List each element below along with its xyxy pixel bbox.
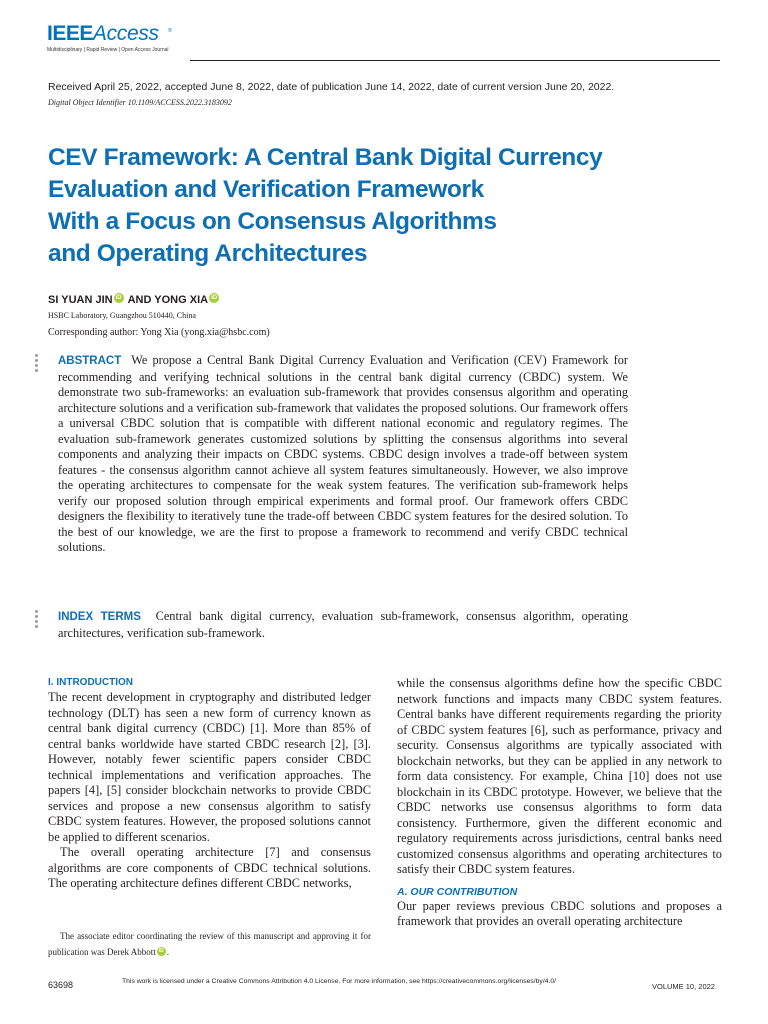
logo-tagline: Multidisciplinary | Rapid Review | Open Access Journal <box>47 47 169 53</box>
logo-access-text: Access <box>92 22 159 45</box>
abstract-text: We propose a Central Bank Digital Currency Evaluation and Verification (CEV) Framework for recommending and verifying technical solutions in the central bank digital currency (CBDC) system. We demonstrate two sub-frameworks: an evaluation sub-framework that provides consensus algorithm and operating architecture solutions and a verification sub-framework that validates the proposed solutions. Our framework offers a universal CBDC solution that is compatible with different national economic and regulatory regimes. The evaluation sub-framework generates customized solutions by splitting the consensus algorithms into several components and analyzing their impacts on CBDC systems. CBDC design involves a trade-off between system features - the consensus algorithm cannot achieve all system features simultaneously. However, we also improve the operating architectures to compensate for the weak system features. The verification sub-framework helps verify our proposed solution through empirical experiments and formal proof. Our framework offers CBDC designers the flexibility to iteratively tune the trade-off between CBDC system features for the desired solution. To the best of our knowledge, we are the first to propose a framework to recommend and verify CBDC technical solutions. <box>58 353 628 554</box>
header-rule <box>190 60 720 61</box>
index-terms-marker-icon <box>35 610 39 630</box>
index-terms-text: Central bank digital currency, evaluation sub-framework, consensus algorithm, operating architectures, verification sub-framework. <box>58 609 629 640</box>
intro-paragraph-3: while the consensus algorithms define how the specific CBDC network functions and impacts many CBDC system features. Central banks have different requirements regarding the priority of CBDC system features [6], such as performance, privacy and security. Consensus algorithms are typically associated with blockchain networks, but they can be applied in any network to form data consistency. For example, China [10] does not use blockchain in its CBDC prototype. However, we believe that the CBDC networks use consensus algorithms to form data consistency. Furthermore, given the different economic and regulatory requirements across jurisdictions, central banks need customized consensus algorithms and operating architectures to satisfy their CBDC system features. <box>397 676 722 876</box>
title-line-2: Evaluation and Verification Framework <box>48 176 484 203</box>
abstract-marker-icon <box>35 354 39 374</box>
title-line-3: With a Focus on Consensus Algorithms <box>48 208 497 235</box>
abstract <box>58 353 628 556</box>
author-name-1: SI YUAN JIN <box>48 294 113 306</box>
affiliation: HSBC Laboratory, Guangzhou 510440, China <box>48 311 196 320</box>
index-terms-label: INDEX TERMS <box>58 611 141 623</box>
editor-footnote <box>48 928 371 960</box>
license-notice: This work is licensed under a Creative Commons Attribution 4.0 License. For more information, see https://creativecommons.org/licenses/by/4.0/ <box>122 978 557 985</box>
page-number: 63698 <box>48 980 74 990</box>
logo-ieee-text: IEEE <box>47 22 93 45</box>
orcid-icon[interactable]: iD <box>115 295 122 301</box>
abstract-label: ABSTRACT <box>58 355 122 367</box>
doi-line: Digital Object Identifier 10.1109/ACCESS.2022.3183092 <box>48 98 232 107</box>
right-column <box>397 676 722 930</box>
intro-paragraph-2: The overall operating architecture [7] and consensus algorithms are core components of CBDC technical solutions. The operating architecture defines different CBDC networks, <box>48 845 371 890</box>
journal-logo <box>47 22 187 54</box>
title-line-4: and Operating Architectures <box>48 240 368 267</box>
title-line-1: CEV Framework: A Central Bank Digital Currency <box>48 144 603 171</box>
contribution-paragraph: Our paper reviews previous CBDC solutions and proposes a framework that provides an overall operating architecture <box>397 898 722 928</box>
footnote-text: The associate editor coordinating the review of this manuscript and approving it for publication was Derek Abbott <box>48 931 371 957</box>
section-heading-introduction: I. INTRODUCTION <box>48 677 133 688</box>
orcid-icon[interactable]: iD <box>211 295 218 301</box>
subsection-heading-contribution: A. OUR CONTRIBUTION <box>397 885 518 898</box>
received-dates: Received April 25, 2022, accepted June 8, 2022, date of publication June 14, 2022, date of current version June 20, 2022. <box>48 81 615 93</box>
orcid-icon[interactable]: iD <box>158 947 164 954</box>
left-column <box>48 676 371 892</box>
volume-info: VOLUME 10, 2022 <box>652 982 715 991</box>
corresponding-author: Corresponding author: Yong Xia (yong.xia@hsbc.com) <box>48 327 270 338</box>
footnote-end: . <box>166 947 169 957</box>
logo-trademark: ® <box>168 28 172 34</box>
author-list <box>48 293 223 307</box>
paper-title <box>48 142 688 270</box>
index-terms <box>58 609 628 641</box>
author-name-2: AND YONG XIA <box>127 294 209 306</box>
intro-paragraph-1: The recent development in cryptography and distributed ledger technology (DLT) has seen a new form of currency known as central bank digital currency (CBDC) [1]. More than 85% of central banks worldwide have started CBDC research [2], [3]. However, notably fewer scientific papers consider CBDC technical implementations and verification approaches. The papers [4], [5] consider blockchain networks to provide CBDC services and propose a new consensus algorithm to satisfy CBDC system features. However, the proposed solutions cannot be applied to different scenarios. <box>48 690 371 844</box>
